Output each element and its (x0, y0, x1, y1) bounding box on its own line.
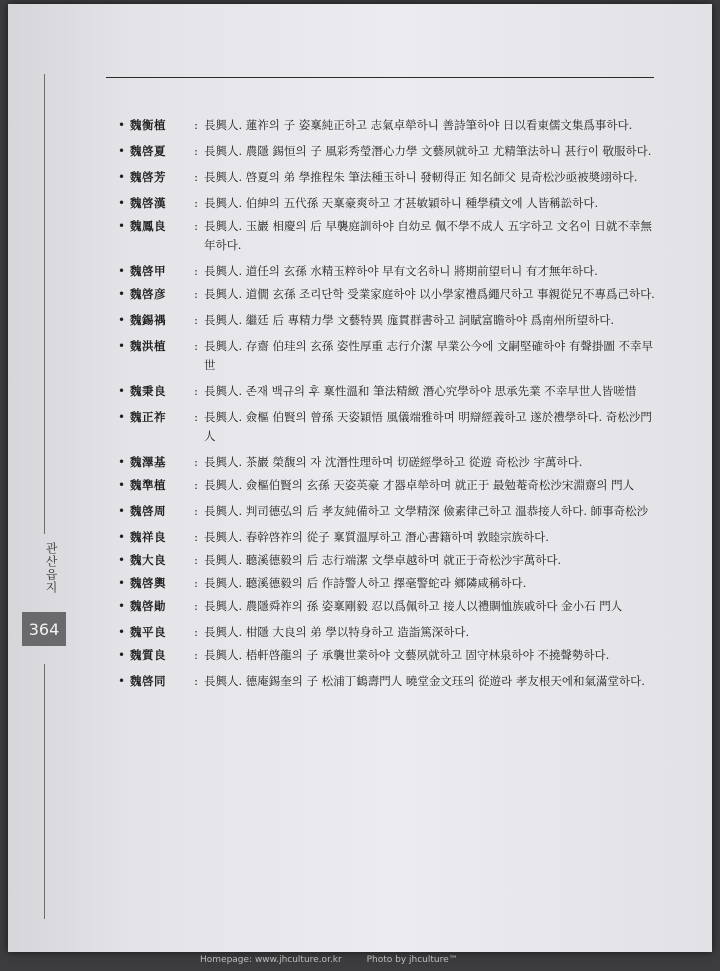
bullet-icon: • (118, 599, 126, 613)
list-item: • 魏啓輿 : 長興人. 聽溪德毅의 后 作詩警人하고 擇毫警蛇라 鄉隣咸稱하다. (118, 574, 658, 593)
bullet-icon: • (118, 287, 126, 301)
entry-text: 長興人. 聽溪德毅의 后 志行端潔 文學卓越하며 就正于奇松沙宇萬하다. (204, 553, 562, 567)
entry-text: 長興人. 聽溪德毅의 后 作詩警人하고 擇毫警蛇라 鄉隣咸稱하다. (204, 576, 527, 590)
entry-name: 魏啓漢 (130, 196, 166, 210)
list-item: • 魏祥良 : 長興人. 春幹啓祚의 從子 稟質溫厚하고 潛心書籍하며 敦睦宗族하다. (118, 528, 658, 547)
list-item: • 魏啓周 : 長興人. 判司德弘의 后 孝友純備하고 文學精深 儉素律己하고 溫恭接人하다. 師事奇松沙 (118, 502, 658, 521)
bullet-icon: • (118, 264, 126, 278)
homepage-text: Homepage: www.jhculture.or.kr (200, 955, 342, 965)
entry-name: 魏啓芳 (130, 170, 166, 184)
list-item: • 魏啓漢 : 長興人. 伯紳의 五代孫 天稟豪爽하고 才甚敏穎하니 種學積文에 人皆稱訟하다. (118, 194, 658, 213)
margin-rule-top (44, 74, 45, 534)
entry-text: 長興人. 啓夏의 弟 學推程朱 筆法種玉하니 發軔得正 知名師父 見奇松沙亟被奬翊하다. (204, 170, 638, 184)
list-item: • 魏準植 : 長興人. 僉樞伯賢의 玄孫 天姿英豪 才器卓犖하며 就正于 最勉菴奇松沙宋淵齋의 門人 (118, 476, 658, 495)
entry-text: 長興人. 農隱舜祚의 孫 姿稟剛毅 忍以爲佩하고 接人以禮賙恤族戚하다 金小石 門人 (204, 599, 623, 613)
bullet-icon: • (118, 530, 126, 544)
bullet-icon: • (118, 648, 126, 662)
entry-name: 魏正祚 (130, 410, 166, 424)
entry-text: 長興人. 僉樞伯賢의 玄孫 天姿英豪 才器卓犖하며 就正于 最勉菴奇松沙宋淵齋의 門人 (204, 478, 635, 492)
list-item: • 魏鳳良 : 長興人. 玉巖 相慶의 后 早襲庭訓하야 自幼로 佩不學不成人 五字하고 文名이 日就不幸無年하다. (118, 217, 658, 255)
list-item: • 魏洪植 : 長興人. 存齋 伯珪의 玄孫 姿性厚重 志行介潔 早業公今에 文嗣堅確하야 有聲掛圖 不幸早世 (118, 337, 658, 375)
list-item: • 魏啓芳 : 長興人. 啓夏의 弟 學推程朱 筆法種玉하니 發軔得正 知名師父 見奇松沙亟被奬翊하다. (118, 168, 658, 187)
list-item: • 魏正祚 : 長興人. 僉樞 伯賢의 曾孫 天姿穎悟 風儀端雅하며 明辯經義하고 遂於禮學하다. 奇松沙門人 (118, 408, 658, 446)
entry-name: 魏啓夏 (130, 144, 166, 158)
list-item: • 魏啓彦 : 長興人. 道僩 玄孫 조리단학 受業家庭하야 以小學家禮爲繩尺하고 事親從兄不專爲己하다. (118, 285, 658, 304)
bullet-icon: • (118, 410, 126, 424)
bullet-icon: • (118, 219, 126, 233)
bullet-icon: • (118, 625, 126, 639)
book-page (8, 4, 712, 952)
entry-name: 魏洪植 (130, 339, 166, 353)
entry-text: 長興人. 春幹啓祚의 從子 稟質溫厚하고 潛心書籍하며 敦睦宗族하다. (204, 530, 549, 544)
entry-name: 魏啓彦 (130, 287, 166, 301)
entry-name: 魏秉良 (130, 384, 166, 398)
entry-name: 魏啓周 (130, 504, 166, 518)
bullet-icon: • (118, 455, 126, 469)
list-item: • 魏大良 : 長興人. 聽溪德毅의 后 志行端潔 文學卓越하며 就正于奇松沙宇萬하다. (118, 551, 658, 570)
entry-name: 魏平良 (130, 625, 166, 639)
bullet-icon: • (118, 313, 126, 327)
bullet-icon: • (118, 478, 126, 492)
entry-name: 魏質良 (130, 648, 166, 662)
entry-text: 長興人. 繼廷 后 專精力學 文藝特異 庬貫群書하고 詞賦富瞻하야 爲南州所望하다. (204, 313, 615, 327)
list-item: • 魏啓同 : 長興人. 德庵錫奎의 子 松浦丁鶴壽門人 曉堂金文珏의 從遊라 孝友根天에和氣滿堂하다. (118, 672, 658, 691)
entry-text: 長興人. 判司德弘의 后 孝友純備하고 文學精深 儉素律己하고 溫恭接人하다. 師事奇松沙 (204, 504, 649, 518)
entry-name: 魏啓同 (130, 674, 166, 688)
entry-text: 長興人. 茶巖 榮馥의 자 沈潛性理하며 切磋經學하고 從遊 奇松沙 宇萬하다. (204, 455, 583, 469)
margin-rule-bottom (44, 664, 45, 919)
bullet-icon: • (118, 504, 126, 518)
list-item: • 魏啓甲 : 長興人. 道任의 玄孫 水精玉粹하야 早有文名하니 將期前望터니 有才無年하다. (118, 262, 658, 281)
entry-name: 魏衡植 (130, 118, 166, 132)
list-item: • 魏啓勛 : 長興人. 農隱舜祚의 孫 姿稟剛毅 忍以爲佩하고 接人以禮賙恤族戚하다 金小石 門人 (118, 597, 658, 616)
photo-credit-text: Photo by jhculture™ (366, 955, 458, 965)
entry-text: 長興人. 德庵錫奎의 子 松浦丁鶴壽門人 曉堂金文珏의 從遊라 孝友根天에和氣滿堂하다. (204, 674, 645, 688)
bullet-icon: • (118, 339, 126, 353)
bullet-icon: • (118, 196, 126, 210)
bullet-icon: • (118, 170, 126, 184)
entry-name: 魏啓輿 (130, 576, 166, 590)
entry-name: 魏鳳良 (130, 219, 166, 233)
bullet-icon: • (118, 553, 126, 567)
photo-credit (200, 955, 520, 965)
list-item: • 魏平良 : 長興人. 柑隱 大良의 弟 學以特身하고 造詣篤深하다. (118, 623, 658, 642)
entry-name: 魏啓勛 (130, 599, 166, 613)
entry-text: 長興人. 伯紳의 五代孫 天稟豪爽하고 才甚敏穎하니 種學積文에 人皆稱訟하다. (204, 196, 599, 210)
running-title: 관산읍지 (44, 542, 58, 594)
page-number: 364 (22, 612, 66, 646)
bullet-icon: • (118, 118, 126, 132)
list-item: • 魏啓夏 : 長興人. 農隱 錫恒의 子 風彩秀瑩潛心力學 文藝夙就하고 尤精筆法하니 甚行이 敬服하다. (118, 142, 658, 161)
entry-text: 長興人. 존재 백규의 후 稟性溫和 筆法精緻 潛心究學하야 思承先業 不幸早世人皆嗟惜 (204, 384, 637, 398)
entry-text: 長興人. 道僩 玄孫 조리단학 受業家庭하야 以小學家禮爲繩尺하고 事親從兄不專爲己하다. (204, 287, 655, 301)
entry-name: 魏澤基 (130, 455, 166, 469)
entry-text: 長興人. 梧軒啓龍의 子 承襲世業하야 文藝夙就하고 固守林泉하야 不撓聲勢하다. (204, 648, 610, 662)
entry-text: 長興人. 道任의 玄孫 水精玉粹하야 早有文名하니 將期前望터니 有才無年하다. (204, 264, 598, 278)
entry-text: 長興人. 玉巖 相慶의 后 早襲庭訓하야 自幼로 佩不學不成人 五字하고 文名이 日就不幸無年하다. (204, 219, 652, 252)
entry-text: 長興人. 存齋 伯珪의 玄孫 姿性厚重 志行介潔 早業公今에 文嗣堅確하야 有聲掛圖 不幸早世 (204, 339, 653, 372)
entry-name: 魏祥良 (130, 530, 166, 544)
biography-list (118, 116, 658, 698)
bullet-icon: • (118, 576, 126, 590)
list-item: • 魏質良 : 長興人. 梧軒啓龍의 子 承襲世業하야 文藝夙就하고 固守林泉하야 不撓聲勢하다. (118, 646, 658, 665)
entry-text: 長興人. 蓮祚의 子 姿稟純正하고 志氣卓犖하니 善詩筆하야 日以看東儒文集爲事하다. (204, 118, 633, 132)
header-rule (106, 77, 654, 78)
list-item: • 魏錫禑 : 長興人. 繼廷 后 專精力學 文藝特異 庬貫群書하고 詞賦富瞻하야 爲南州所望하다. (118, 311, 658, 330)
bullet-icon: • (118, 384, 126, 398)
entry-name: 魏啓甲 (130, 264, 166, 278)
entry-text: 長興人. 柑隱 大良의 弟 學以特身하고 造詣篤深하다. (204, 625, 470, 639)
bullet-icon: • (118, 674, 126, 688)
list-item: • 魏澤基 : 長興人. 茶巖 榮馥의 자 沈潛性理하며 切磋經學하고 從遊 奇松沙 宇萬하다. (118, 453, 658, 472)
entry-name: 魏準植 (130, 478, 166, 492)
entry-name: 魏大良 (130, 553, 166, 567)
list-item: • 魏衡植 : 長興人. 蓮祚의 子 姿稟純正하고 志氣卓犖하니 善詩筆하야 日以看東儒文集爲事하다. (118, 116, 658, 135)
bullet-icon: • (118, 144, 126, 158)
entry-text: 長興人. 僉樞 伯賢의 曾孫 天姿穎悟 風儀端雅하며 明辯經義하고 遂於禮學하다. 奇松沙門人 (204, 410, 652, 443)
entry-text: 長興人. 農隱 錫恒의 子 風彩秀瑩潛心力學 文藝夙就하고 尤精筆法하니 甚行이 敬服하다. (204, 144, 652, 158)
list-item: • 魏秉良 : 長興人. 존재 백규의 후 稟性溫和 筆法精緻 潛心究學하야 思承先業 不幸早世人皆嗟惜 (118, 382, 658, 401)
entry-name: 魏錫禑 (130, 313, 166, 327)
